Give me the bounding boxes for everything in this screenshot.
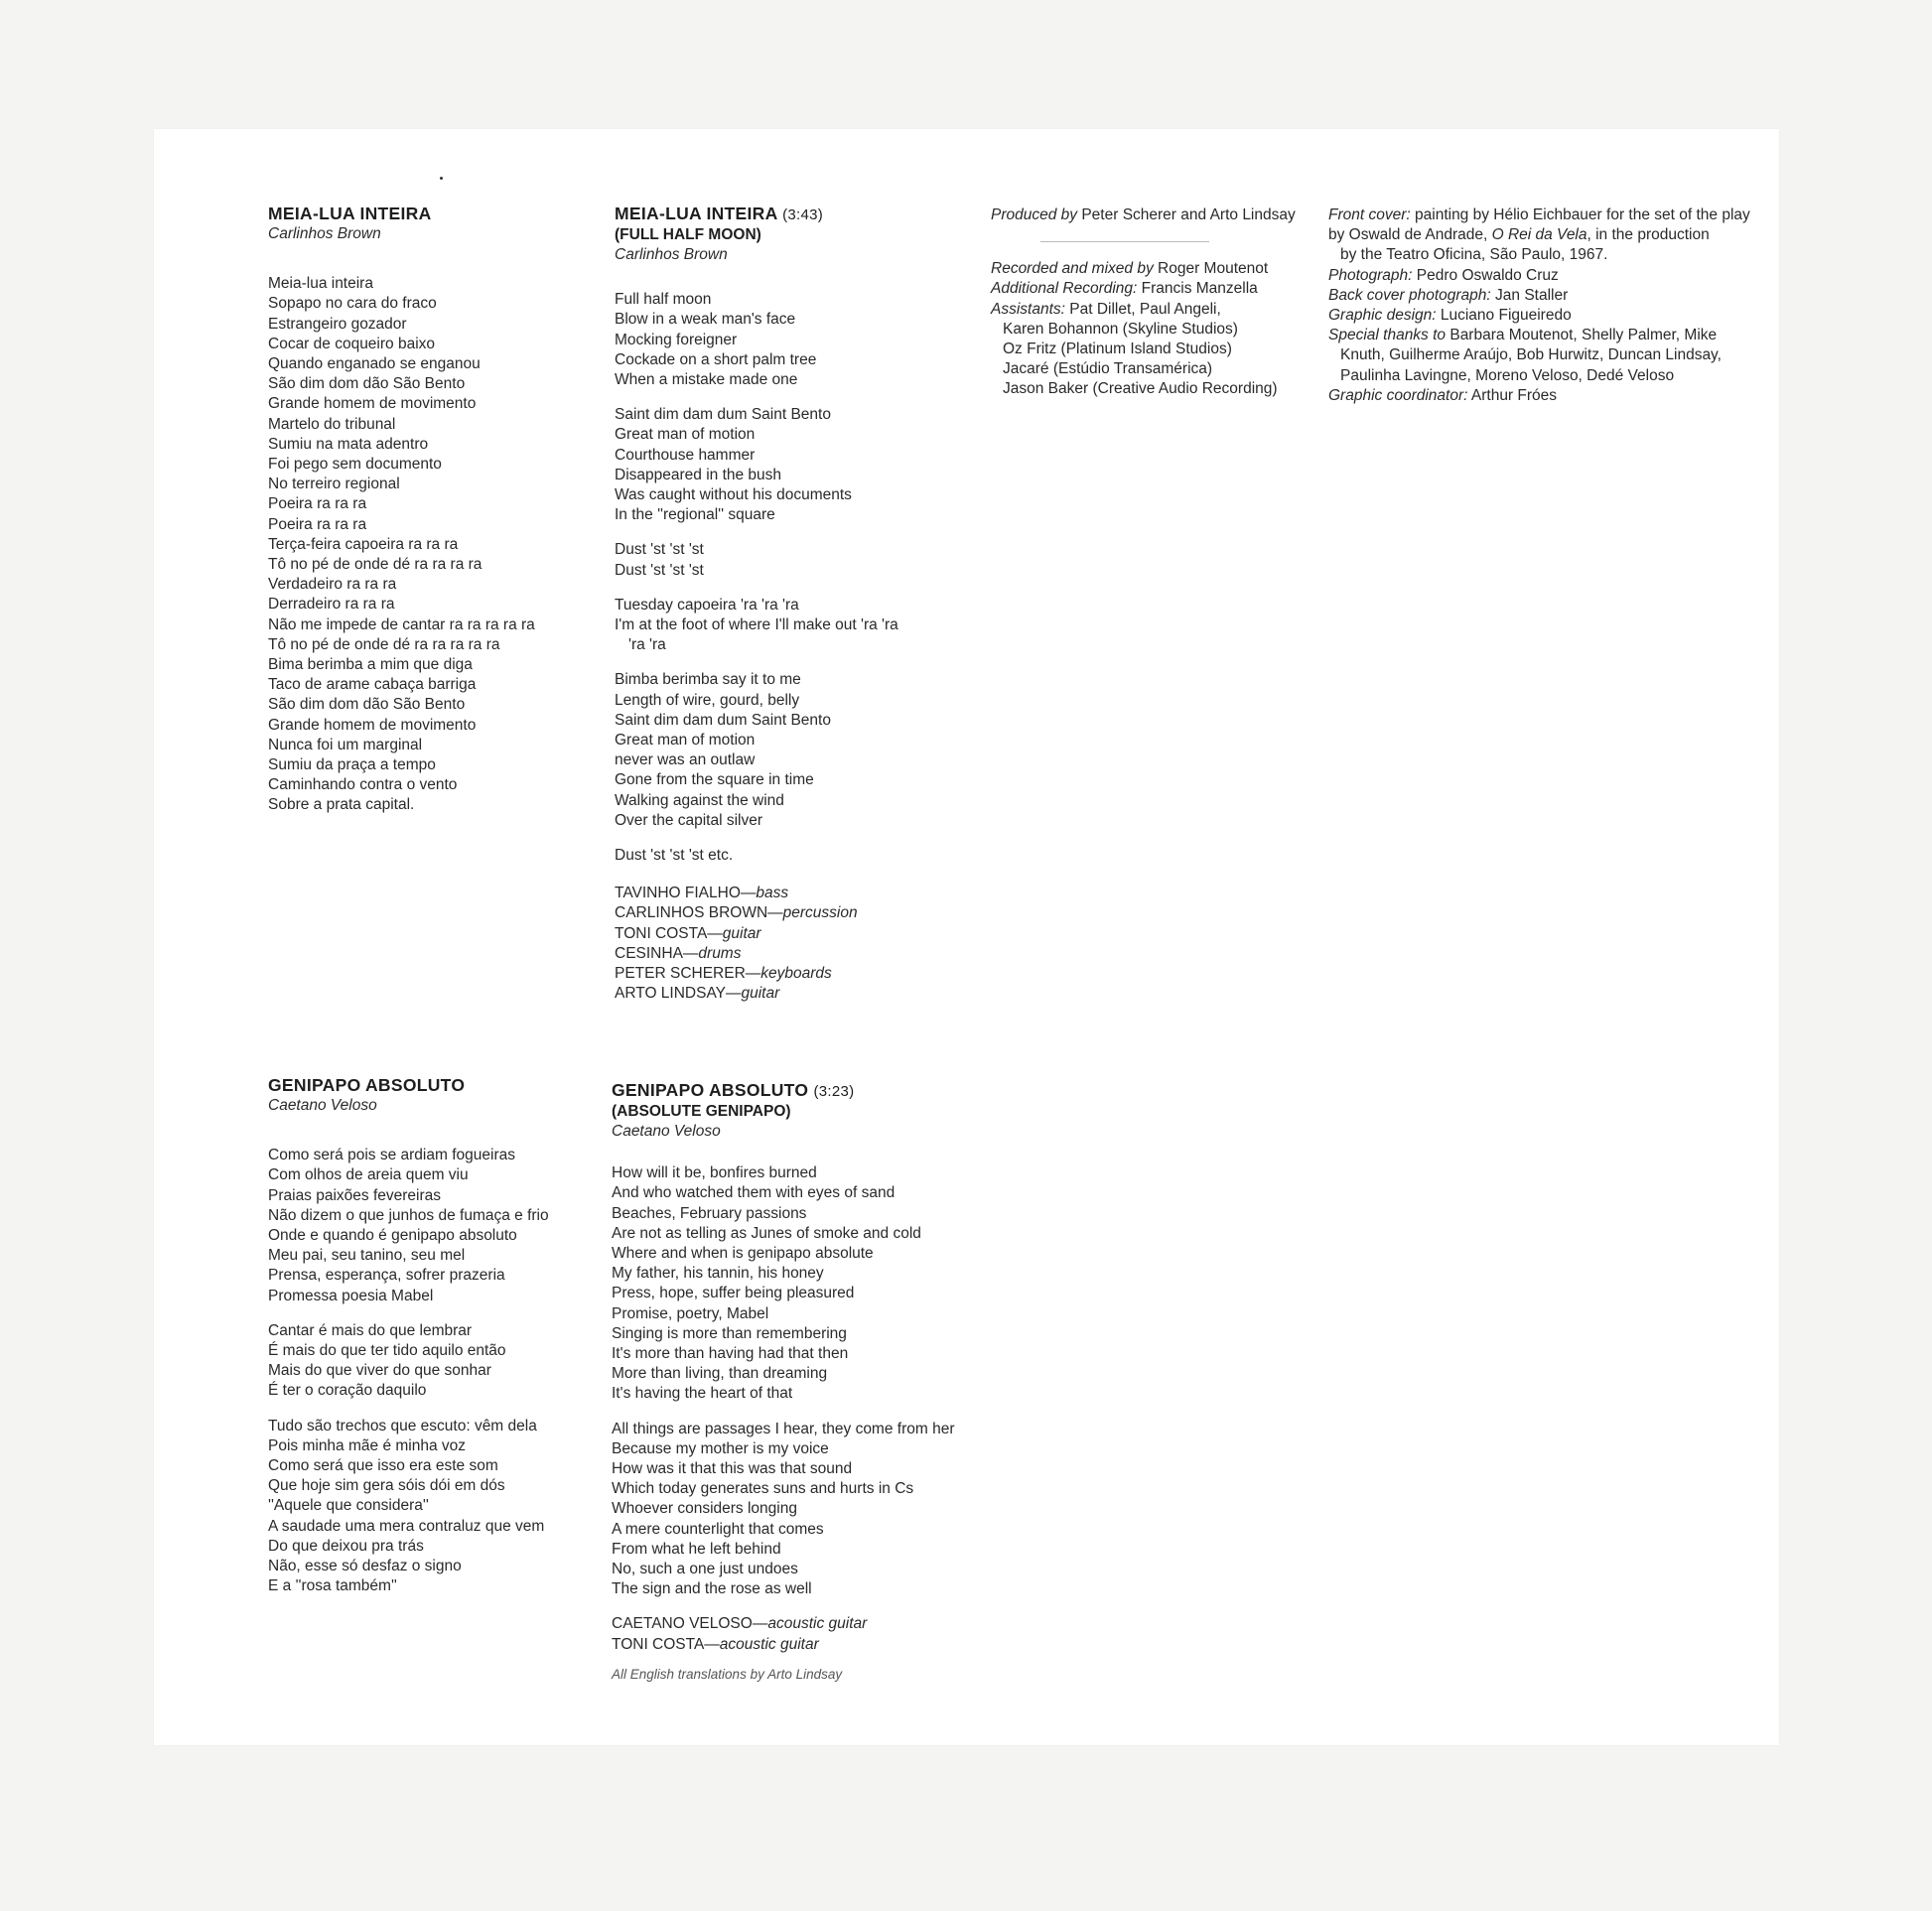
lyric-line: Disappeared in the bush — [615, 466, 782, 483]
credit-line — [991, 259, 1296, 279]
lyric-line: Martelo do tribunal — [268, 415, 396, 433]
musician-credit — [615, 984, 898, 1004]
lyric-line: Over the capital silver — [615, 811, 763, 829]
credit-role-label: Photograph: — [1328, 266, 1413, 284]
song1-portuguese — [268, 204, 535, 816]
lyric-line: E a ''rosa também'' — [268, 1577, 397, 1595]
lyric-line: Onde e quando é genipapo absoluto — [268, 1227, 517, 1245]
lyric-stanza — [615, 846, 898, 866]
lyric-line: Estrangeiro gozador — [268, 315, 407, 333]
lyric-line: Poeira ra ra ra — [268, 515, 367, 533]
art-credits-list — [1328, 205, 1750, 406]
lyric-line: Não me impede de cantar ra ra ra ra ra — [268, 615, 535, 633]
lyric-line: Não dizem o que junhos de fumaça e frio — [268, 1206, 549, 1224]
musician-credit — [615, 903, 898, 923]
lyric-line: Prensa, esperança, sofrer prazeria — [268, 1267, 505, 1285]
song2-en-subtitle: (ABSOLUTE GENIPAPO) — [612, 1103, 791, 1120]
lyric-line: Beaches, February passions — [612, 1204, 807, 1222]
lyric-stanza — [612, 1420, 954, 1600]
lyric-stanza — [268, 1146, 549, 1306]
lyric-line: Taco de arame cabaça barriga — [268, 676, 477, 694]
musician-credit — [612, 1635, 954, 1655]
credit-line — [991, 340, 1296, 359]
lyric-line: never was an outlaw — [615, 751, 756, 769]
lyric-line: Mais do que viver do que sonhar — [268, 1362, 491, 1380]
lyric-line: Que hoje sim gera sóis dói em dós — [268, 1477, 505, 1495]
song2-pt-lyrics — [268, 1146, 549, 1596]
credit-text: by Oswald de Andrade, — [1328, 226, 1492, 244]
production-credits — [991, 205, 1296, 400]
lyric-line: Pois minha mãe é minha voz — [268, 1436, 467, 1454]
lyric-line: Singing is more than remembering — [612, 1324, 847, 1342]
lyric-line: Nunca foi um marginal — [268, 736, 423, 753]
credit-line — [1328, 326, 1750, 345]
lyric-line: Cantar é mais do que lembrar — [268, 1321, 473, 1339]
lyric-line: A mere counterlight that comes — [612, 1520, 824, 1538]
lyric-line: It's having the heart of that — [612, 1385, 793, 1403]
musician-name: CARLINHOS BROWN— — [615, 904, 783, 922]
lyric-line: Não, esse só desfaz o signo — [268, 1558, 462, 1575]
musician-name: CESINHA— — [615, 944, 699, 962]
lyric-line: Tô no pé de onde dé ra ra ra ra ra — [268, 635, 500, 653]
credit-role-label: Back cover photograph: — [1328, 286, 1491, 304]
lyric-line: É mais do que ter tido aquilo então — [268, 1342, 506, 1360]
credit-line — [1328, 366, 1750, 386]
credit-text: Jason Baker (Creative Audio Recording) — [1003, 380, 1278, 398]
song2-en-lyrics — [612, 1163, 954, 1599]
lyric-line: Are not as telling as Junes of smoke and cold — [612, 1224, 921, 1242]
lyric-line: Dust 'st 'st 'st etc. — [615, 847, 734, 865]
lyric-line: Gone from the square in time — [615, 771, 814, 789]
lyric-line: Tudo são trechos que escuto: vêm dela — [268, 1417, 537, 1434]
lyric-line: Whoever considers longing — [612, 1500, 797, 1518]
credit-text: Francis Manzella — [1137, 280, 1258, 298]
lyric-line: Press, hope, suffer being pleasured — [612, 1285, 855, 1302]
musician-instrument: keyboards — [760, 965, 832, 983]
song1-en-title-row — [615, 204, 898, 225]
musician-instrument: bass — [756, 885, 789, 902]
credit-role-label: Front cover: — [1328, 206, 1411, 223]
credit-line — [1328, 205, 1750, 225]
lyric-line: Cocar de coqueiro baixo — [268, 335, 436, 352]
credit-line — [1328, 225, 1750, 245]
credit-text: Knuth, Guilherme Araújo, Bob Hurwitz, Duncan Lindsay, — [1340, 346, 1722, 364]
lyric-line: São dim dom dão São Bento — [268, 696, 466, 714]
musician-credit — [615, 944, 898, 964]
song1-en-title: MEIA-LUA INTEIRA — [615, 204, 777, 223]
credit-line — [991, 359, 1296, 379]
lyric-line: Como será pois se ardiam fogueiras — [268, 1147, 515, 1164]
musician-instrument: acoustic guitar — [719, 1635, 819, 1653]
lyric-line: How was it that this was that sound — [612, 1460, 853, 1478]
credit-line — [1328, 245, 1750, 265]
lyric-line: Full half moon — [615, 291, 712, 309]
credit-text: Paulinha Lavingne, Moreno Veloso, Dedé Veloso — [1340, 366, 1675, 384]
lyric-line: Promise, poetry, Mabel — [612, 1304, 769, 1322]
credit-line — [1328, 345, 1750, 365]
lyric-line: Meia-lua inteira — [268, 275, 373, 293]
musician-instrument: acoustic guitar — [767, 1615, 868, 1633]
lyric-line: It's more than having had that then — [612, 1345, 849, 1363]
lyric-line: Bimba berimba say it to me — [615, 671, 801, 689]
credit-line — [991, 320, 1296, 340]
lyric-line: Promessa poesia Mabel — [268, 1287, 434, 1304]
lyric-line: Terça-feira capoeira ra ra ra — [268, 535, 459, 553]
song1-en-subtitle: (FULL HALF MOON) — [615, 226, 761, 243]
lyric-stanza — [615, 670, 898, 831]
lyric-line: Cockade on a short palm tree — [615, 350, 817, 368]
song2-pt-title: GENIPAPO ABSOLUTO — [268, 1075, 466, 1095]
song2-musicians — [612, 1614, 954, 1654]
credit-text: Karen Bohannon (Skyline Studios) — [1003, 320, 1238, 338]
lyric-line: Saint dim dam dum Saint Bento — [615, 406, 831, 424]
song2-pt-author: Caetano Veloso — [268, 1097, 377, 1114]
song1-en-lyrics — [615, 290, 898, 866]
lyric-line: Sumiu da praça a tempo — [268, 756, 436, 774]
musician-instrument: drums — [698, 944, 742, 962]
lyric-line: All things are passages I hear, they come from her — [612, 1420, 955, 1437]
lyric-line: In the ''regional'' square — [615, 506, 775, 524]
lyric-line: Foi pego sem documento — [268, 456, 442, 474]
lyric-stanza — [268, 1417, 549, 1597]
lyric-line: São dim dom dão São Bento — [268, 375, 466, 393]
credit-text: painting by Hélio Eichbauer for the set of the play — [1410, 206, 1750, 223]
song2-en-title: GENIPAPO ABSOLUTO — [612, 1080, 809, 1100]
lyric-line: More than living, than dreaming — [612, 1365, 828, 1383]
musician-instrument: guitar — [722, 924, 761, 942]
lyric-line: Because my mother is my voice — [612, 1439, 829, 1457]
lyric-line: Courthouse hammer — [615, 446, 756, 464]
print-speck — [440, 177, 443, 180]
song2-english — [612, 1080, 954, 1685]
musician-credit — [615, 964, 898, 984]
lyric-stanza — [615, 405, 898, 525]
credit-line — [991, 379, 1296, 399]
musician-credit — [612, 1614, 954, 1634]
lyric-line: Was caught without his documents — [615, 486, 852, 504]
lyric-line: Which today generates suns and hurts in Cs — [612, 1480, 914, 1498]
lyric-line: Blow in a weak man's face — [615, 311, 796, 329]
lyric-line: Tuesday capoeira 'ra 'ra 'ra — [615, 596, 799, 614]
lyric-line: Verdadeiro ra ra ra — [268, 576, 397, 594]
lyric-line: Do que deixou pra trás — [268, 1537, 424, 1555]
lyric-line: Caminhando contra o vento — [268, 776, 458, 794]
song2-en-duration: (3:23) — [813, 1083, 855, 1100]
lyric-line: Grande homem de movimento — [268, 395, 477, 413]
lyric-line: Grande homem de movimento — [268, 716, 477, 734]
lyric-line: No, such a one just undoes — [612, 1561, 798, 1578]
art-credits — [1328, 205, 1750, 406]
produced-by-line: Produced by Peter Scherer and Arto Lindsay — [991, 206, 1296, 223]
musician-name: ARTO LINDSAY— — [615, 985, 742, 1003]
lyric-line: Dust 'st 'st 'st — [615, 541, 704, 559]
musician-name: TONI COSTA— — [615, 924, 723, 942]
lyric-line: Length of wire, gourd, belly — [615, 691, 800, 709]
translation-note: All English translations by Arto Lindsay — [612, 1666, 843, 1682]
lyric-line: Great man of motion — [615, 426, 756, 444]
song1-pt-author: Carlinhos Brown — [268, 225, 381, 242]
lyric-line: Como será que isso era este som — [268, 1457, 498, 1475]
lyric-line: Saint dim dam dum Saint Bento — [615, 711, 831, 729]
credits-divider — [1040, 241, 1209, 242]
song2-portuguese — [268, 1075, 549, 1611]
lyric-line: Sumiu na mata adentro — [268, 435, 429, 453]
musician-name: PETER SCHERER— — [615, 965, 761, 983]
credit-role-label: Graphic coordinator: — [1328, 386, 1468, 404]
lyric-line: É ter o coração daquilo — [268, 1382, 427, 1400]
lyric-stanza — [268, 1321, 549, 1402]
musician-credit — [615, 884, 898, 903]
credit-text: Luciano Figueiredo — [1436, 307, 1572, 325]
lyric-stanza — [615, 290, 898, 390]
credit-title: O Rei da Vela — [1491, 226, 1587, 244]
lyric-line: Poeira ra ra ra — [268, 495, 367, 513]
lyric-line: The sign and the rose as well — [612, 1580, 812, 1598]
song1-english — [615, 204, 898, 1005]
credit-text: Oz Fritz (Platinum Island Studios) — [1003, 341, 1232, 358]
lyric-line: And who watched them with eyes of sand — [612, 1184, 896, 1202]
lyric-stanza — [612, 1163, 954, 1404]
credit-text: Arthur Fróes — [1467, 386, 1558, 404]
lyric-line: Meu pai, seu tanino, seu mel — [268, 1247, 466, 1265]
credit-role-label: Special thanks to — [1328, 327, 1447, 344]
lyric-line: Praias paixões fevereiras — [268, 1186, 442, 1204]
song1-en-author: Carlinhos Brown — [615, 246, 728, 263]
lyric-line: Sobre a prata capital. — [268, 796, 415, 814]
musician-instrument: guitar — [741, 985, 780, 1003]
song1-musicians — [615, 884, 898, 1004]
lyric-line: From what he left behind — [612, 1540, 781, 1558]
song1-en-duration: (3:43) — [782, 206, 824, 223]
credit-line — [1328, 386, 1750, 406]
lyric-stanza — [615, 540, 898, 580]
credit-role-label: Assistants: — [991, 300, 1065, 318]
lyric-line: My father, his tannin, his honey — [612, 1265, 824, 1283]
lyric-line: A saudade uma mera contraluz que vem — [268, 1517, 545, 1535]
lyric-line: Com olhos de areia quem viu — [268, 1166, 469, 1184]
song1-pt-lyrics — [268, 274, 535, 815]
lyric-line: Tô no pé de onde dé ra ra ra ra — [268, 556, 483, 574]
credit-text: , in the production — [1587, 226, 1710, 244]
credit-line — [1328, 286, 1750, 306]
musician-name: TAVINHO FIALHO— — [615, 885, 757, 902]
lyric-line: No terreiro regional — [268, 476, 400, 493]
lyric-line: Derradeiro ra ra ra — [268, 596, 395, 614]
musician-instrument: percussion — [782, 904, 858, 922]
lyric-line: Where and when is genipapo absolute — [612, 1245, 874, 1263]
credit-line — [991, 300, 1296, 320]
lyric-line: Dust 'st 'st 'st — [615, 561, 704, 579]
lyric-line: Bima berimba a mim que diga — [268, 656, 473, 674]
song2-en-title-row — [612, 1080, 954, 1102]
lyric-stanza — [615, 596, 898, 656]
lyric-line: Walking against the wind — [615, 791, 784, 809]
lyric-line: ''Aquele que considera'' — [268, 1497, 429, 1515]
credit-text: Jacaré (Estúdio Transamérica) — [1003, 360, 1213, 378]
credit-text: Barbara Moutenot, Shelly Palmer, Mike — [1446, 327, 1718, 344]
credit-role-label: Graphic design: — [1328, 307, 1437, 325]
credit-text: Pedro Oswaldo Cruz — [1412, 266, 1559, 284]
credit-text: Jan Staller — [1490, 286, 1569, 304]
credit-text: by the Teatro Oficina, São Paulo, 1967. — [1340, 246, 1608, 264]
lyric-line: Sopapo no cara do fraco — [268, 295, 437, 313]
credit-text: Pat Dillet, Paul Angeli, — [1064, 300, 1221, 318]
recording-credits — [991, 259, 1296, 399]
musician-credit — [615, 924, 898, 944]
credit-line — [1328, 306, 1750, 326]
lyric-line: How will it be, bonfires burned — [612, 1164, 817, 1182]
credit-role-label: Additional Recording: — [991, 280, 1138, 298]
musician-name: CAETANO VELOSO— — [612, 1615, 768, 1633]
credit-line — [991, 279, 1296, 299]
credit-role-label: Recorded and mixed by — [991, 260, 1154, 278]
lyric-line: Quando enganado se enganou — [268, 355, 481, 373]
musician-name: TONI COSTA— — [612, 1635, 720, 1653]
lyric-line: I'm at the foot of where I'll make out 'ra 'ra — [615, 616, 898, 634]
lyric-line: When a mistake made one — [615, 371, 798, 389]
lyric-line: 'ra 'ra — [628, 636, 666, 654]
song2-en-author: Caetano Veloso — [612, 1123, 721, 1140]
lyric-line: Mocking foreigner — [615, 331, 738, 348]
song1-pt-title: MEIA-LUA INTEIRA — [268, 204, 432, 223]
credit-line — [1328, 266, 1750, 286]
lyric-line: Great man of motion — [615, 732, 756, 750]
credit-text: Roger Moutenot — [1153, 260, 1269, 278]
